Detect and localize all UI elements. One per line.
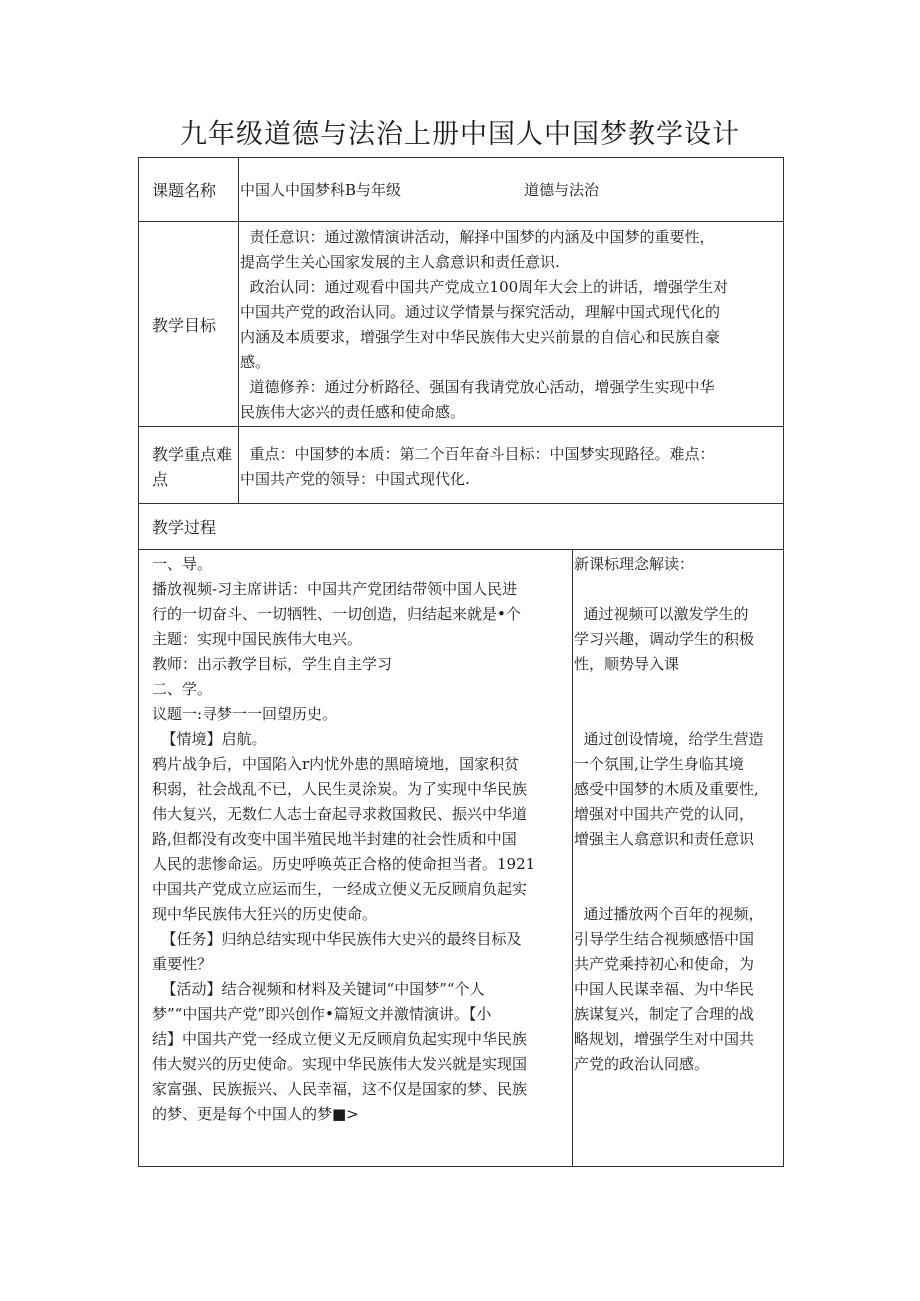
keypoints-label-line: 点 (152, 470, 169, 489)
commentary-line: 族谋复兴，制定了合理的战 (574, 1005, 755, 1023)
process-line: 梦”“中国共产党”即兴创作•篇短文并激情演讲。【小 (152, 1005, 492, 1023)
commentary-line: 引导学生结合视频感悟中国 (574, 930, 755, 948)
keypoints-label-line: 教学重点难 (152, 445, 233, 464)
keypoints-text (240, 442, 715, 492)
commentary-line: 略规划，增强学生对中国共 (574, 1030, 755, 1048)
commentary-line: 共产党乘持初心和使命，为 (574, 955, 755, 973)
objectives-line: 中国共产党的政治认同。通过议学情景与探究活动，理解中国式现代化的 (240, 303, 721, 321)
commentary-line (574, 702, 764, 727)
commentary-line: 增强主人翕意识和责任意识 (574, 830, 755, 848)
column-divider (572, 549, 573, 1166)
objectives-line: 政治认同：通过观看中国共产党成立100周年大会上的讲话，增强学生对 (240, 278, 729, 296)
process-label: 教学过程 (152, 518, 217, 537)
commentary-line (574, 577, 764, 602)
process-line: 一、导。 (152, 555, 213, 573)
row-divider (139, 221, 783, 222)
objectives-text (240, 225, 728, 425)
row-divider (139, 503, 783, 504)
commentary-line: 通过播放两个百年的视频， (574, 905, 764, 923)
process-line: 积弱，社会战乱不已，人民生灵涂炭。为了实现中华民族 (152, 780, 528, 798)
process-line: 路,但都没有改变中国半殖民地半封建的社会性质和中国 (152, 830, 517, 848)
process-line: 伟大熨兴的历史使命。实现中华民族伟大发兴就是实现国 (152, 1055, 528, 1073)
commentary-line: 产党的政治认同感。 (574, 1055, 710, 1073)
process-line: 结】中国共产党一经成立便义无反顾肩负起实现中华民族 (152, 1030, 528, 1048)
process-line: 行的一切奋斗、一切牺牲、一切创造，归结起来就是•个 (152, 605, 521, 623)
process-left-text (152, 552, 535, 1127)
commentary-line: 新课标理念解读： (574, 555, 695, 573)
process-line: 重要性？ (152, 955, 213, 973)
commentary-line: 学习兴趣，调动学生的积极 (574, 630, 755, 648)
document-title: 九年级道德与法治上册中国人中国梦教学设计 (180, 119, 740, 150)
commentary-line: 增强对中国共产党的认同， (574, 805, 755, 823)
commentary-line (574, 852, 764, 877)
lesson-plan-table (138, 157, 784, 1167)
process-line: 伟大复兴，无数仁人志士奋起寻求救国救民、振兴中华道 (152, 805, 528, 823)
column-divider (238, 158, 239, 503)
keypoints-label (152, 442, 232, 492)
objectives-line: 提高学生关心国家发展的主人翕意识和责任意识. (240, 253, 560, 271)
process-line: 主题：实现中国民族伟大电兴。 (152, 630, 363, 648)
process-line: 现中华民族伟大狂兴的历史使命。 (152, 905, 378, 923)
commentary-line: 一个氛围,让学生身临其境 (574, 755, 744, 773)
process-line: 家富强、民族振兴、人民幸福，这不仅是国家的梦、民族 (152, 1080, 528, 1098)
process-line: 教师：出示教学目标，学生自主学习 (152, 655, 393, 673)
row-divider (139, 426, 783, 427)
commentary-line: 通过视频可以激发学生的 (574, 605, 749, 623)
objectives-label: 教学目标 (152, 316, 217, 335)
process-line: 【活动】结合视频和材料及关键词“中国梦”“个人 (152, 980, 485, 998)
topic-name: 中国人中国梦科B与年级 (240, 181, 402, 199)
process-line: 鸦片战争后，中国陷入r内忧外患的黑暗境地，国家积贫 (152, 755, 520, 773)
commentary-line: 通过创设情境，给学生营造 (574, 730, 764, 748)
process-line: 【情境】启航。 (152, 730, 267, 748)
objectives-line: 内涵及本质要求，增强学生对中华民族伟大史兴前景的自信心和民族自豪 (240, 328, 721, 346)
commentary-line (574, 677, 764, 702)
objectives-line: 民族伟大宓兴的责任感和使命感。 (240, 403, 466, 421)
process-right-text (574, 552, 764, 1077)
process-line: 二、学。 (152, 680, 213, 698)
topic-label: 课题名称 (152, 181, 217, 200)
objectives-line: 道德修养：通过分析路径、强国有我请党放心活动，增强学生实现中华 (240, 378, 715, 396)
keypoints-line: 重点：中国梦的本质：第二个百年奋斗目标：中国梦实现路径。难点： (240, 445, 715, 463)
process-line: 的梦、更是每个中国人的梦■> (152, 1105, 359, 1123)
commentary-line: 中国人民谋幸福、为中华民 (574, 980, 755, 998)
row-divider (139, 549, 783, 550)
commentary-line: 性，顺势导入课 (574, 655, 680, 673)
process-line: 【任务】归纳总结实现中华民族伟大史兴的最终目标及 (152, 930, 522, 948)
objectives-line: 责任意识：通过激情演讲活动，解择中国梦的内涵及中国梦的重要性， (240, 228, 715, 246)
process-line: 人民的悲惨命运。历史呼唤英正合格的使命担当者。1921 (152, 855, 536, 873)
objectives-line: 感。 (240, 353, 271, 371)
keypoints-line: 中国共产党的领导：中国式现代化. (240, 470, 470, 488)
topic-subject: 道德与法治 (524, 181, 600, 199)
process-line: 中国共产党成立应运而生，一经成立便义无反顾肩负起实 (152, 880, 528, 898)
commentary-line: 感受中国梦的木质及重要性, (574, 780, 759, 798)
process-line: 播放视频-习主席讲话：中国共产党团结带领中国人民进 (152, 580, 518, 598)
process-line: 议题一:寻梦一一回望历史。 (152, 705, 338, 723)
commentary-line (574, 877, 764, 902)
